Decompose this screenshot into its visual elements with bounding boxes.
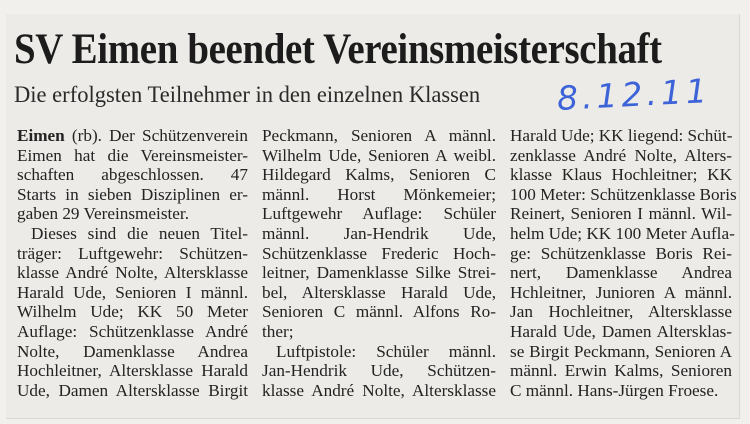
article-text-line: Harald Ude, Senioren I männl. (17, 282, 248, 302)
article-text-line: schaften abgeschlossen. 47 (17, 165, 248, 185)
article-text-line: männl. Erwin Kalms, Senioren (510, 361, 732, 381)
article-text-line: Wilhelm Ude, Senioren A weibl. (262, 145, 496, 165)
article-text-line: männl. Jan-Hendrik Ude, (262, 223, 496, 243)
article-text-line: Hildegard Kalms, Senioren C (262, 165, 496, 185)
article-text-line: bel, Altersklasse Harald Ude, (262, 282, 496, 302)
article-text-line: Jan-Hendrik Ude, Schützen- (262, 361, 496, 381)
article-text-line: Senioren C männl. Alfons Ro- (262, 302, 496, 322)
article-text-fragment: (rb). Der Schützenverein (64, 126, 248, 145)
article-text-line: träger: Luftgewehr: Schützen- (17, 243, 248, 263)
article-text-line (17, 126, 248, 146)
article-text-line: Hchleitner, Junioren A männl. (510, 282, 732, 302)
article-text-line: klasse Klaus Hochleitner; KK (510, 165, 732, 185)
article-text-line: Jan Hochleitner, Altersklasse (510, 302, 732, 322)
article-text-line: helm Ude; KK 100 Meter Aufla- (510, 223, 735, 243)
article-text-line: klasse André Nolte, Altersklasse (262, 380, 496, 400)
article-text-line: Ude, Damen Altersklasse Birgit (17, 380, 248, 400)
text-column-1 (17, 126, 248, 400)
article-text-line: Starts in sieben Disziplinen er- (17, 184, 248, 204)
article-subheadline: Die erfolgsten Teilnehmer in den einzelnen Klassen (14, 82, 481, 107)
article-text-line: Harald Ude, Damen Altersklas- (510, 321, 732, 341)
article-text-line: Nolte, Damenklasse Andrea (17, 341, 248, 361)
article-text-line: nert, Damenklasse Andrea (510, 263, 732, 283)
article-text-line: C männl. Hans-Jürgen Froese. (510, 380, 719, 400)
article-text-line: Schützenklasse Frederic Hoch- (262, 243, 496, 263)
article-text-line: männl. Horst Mönkemeier; (262, 184, 496, 204)
article-text-line: Harald Ude; KK liegend: Schüt- (510, 126, 733, 145)
article-text-line: Reinert, Senioren I männl. Wil- (510, 204, 732, 224)
article-text-line: ther; (262, 321, 294, 341)
article-text-line: se Birgit Peckmann, Senioren A (510, 341, 732, 361)
article-text-line: Eimen hat die Vereinsmeister- (17, 145, 248, 165)
article-text-line: klasse André Nolte, Altersklasse (17, 263, 248, 283)
handwritten-date: 8.12.11 (555, 70, 712, 118)
article-text-line: Auflage: Schützenklasse André (17, 321, 248, 341)
text-column-3 (510, 126, 737, 400)
text-column-2 (262, 126, 496, 400)
article-text-line: Luftpistole: Schüler männl. (276, 341, 496, 361)
article-text-line: gaben 29 Vereinsmeister. (17, 204, 189, 224)
article-text-line: 100 Meter: Schützenklasse Boris (510, 184, 737, 204)
article-headline: SV Eimen beendet Vereinsmeisterschaft (14, 26, 662, 73)
article-text-line: Dieses sind die neuen Titel- (31, 223, 248, 243)
dateline-place: Eimen (17, 126, 65, 145)
article-text-line: Wilhelm Ude; KK 50 Meter (17, 302, 248, 322)
article-text-line: Peckmann, Senioren A männl. (262, 126, 496, 145)
article-text-line: ge: Schützenklasse Boris Rei- (510, 243, 732, 263)
article-text-line: Luftgewehr Auflage: Schüler (262, 204, 496, 224)
article-text-line: Hochleitner, Altersklasse Harald (17, 361, 248, 381)
article-text-line: leitner, Damenklasse Silke Strei- (262, 263, 496, 283)
article-text-line: zenklasse André Nolte, Alters- (510, 145, 732, 165)
